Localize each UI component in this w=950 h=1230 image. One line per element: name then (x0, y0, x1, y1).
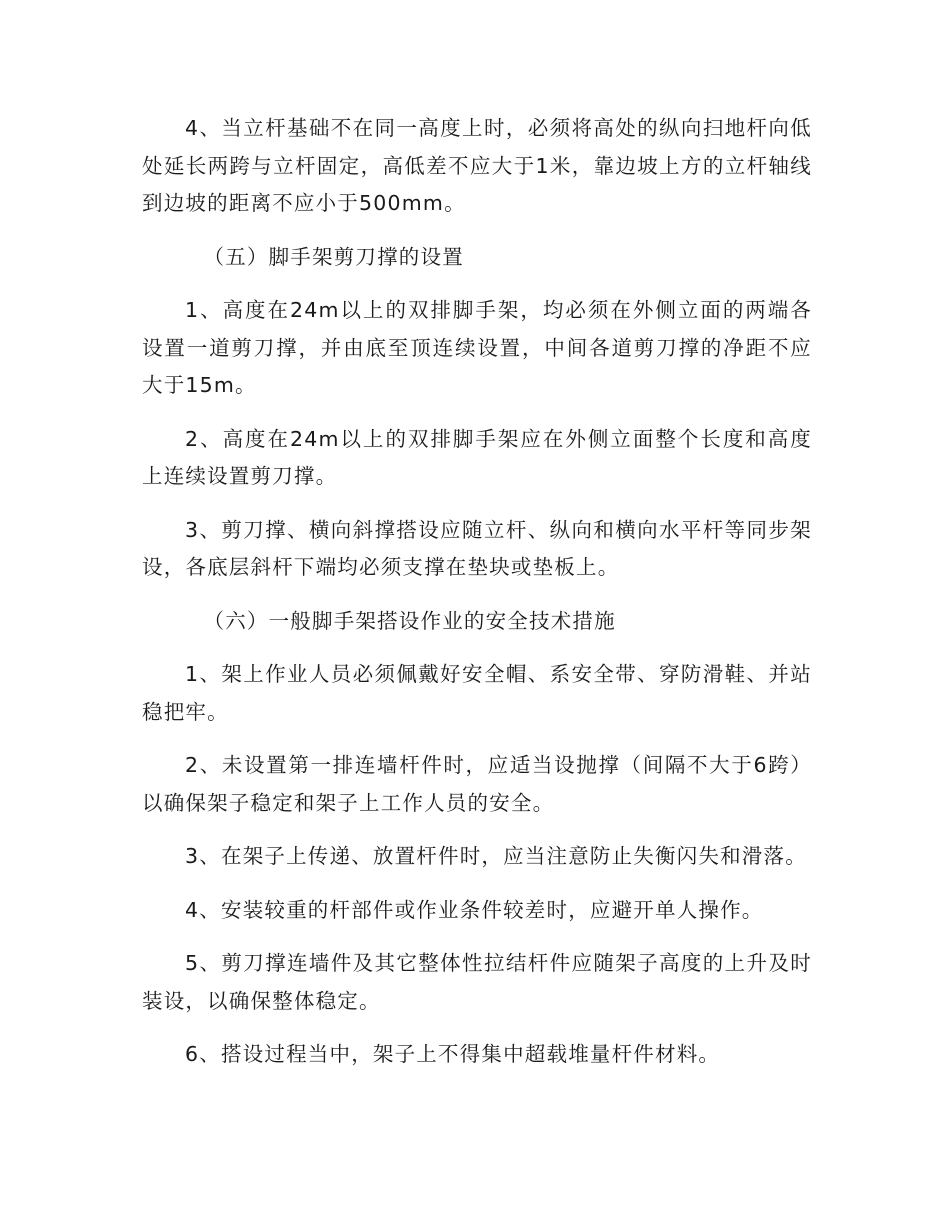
paragraph-item-6-safety: 6、搭设过程当中，架子上不得集中超载堆量杆件材料。 (185, 1042, 721, 1066)
paragraph-item-3-safety: 3、在架子上传递、放置杆件时，应当注意防止失衡闪失和滑落。 (185, 844, 807, 868)
paragraph-item-5-safety: 5、剪刀撑连墙件及其它整体性拉结杆件应随架子高度的上升及时装设，以确保整体稳定。 (142, 951, 812, 1013)
paragraph-item-2-scissor: 2、高度在24m以上的双排脚手架应在外侧立面整个长度和高度上连续设置剪刀撑。 (142, 426, 812, 488)
paragraph-item-1-safety: 1、架上作业人员必须佩戴好安全帽、系安全带、穿防滑鞋、并站稳把牢。 (142, 662, 812, 724)
section-heading-6: （六）一般脚手架搭设作业的安全技术措施 (203, 608, 616, 633)
paragraph-item-3-scissor: 3、剪刀撑、横向斜撑搭设应随立杆、纵向和横向水平杆等同步架设，各底层斜杆下端均必须支撑在垫块或垫板上。 (142, 517, 812, 579)
paragraph-item-1-scissor: 1、高度在24m以上的双排脚手架，均必须在外侧立面的两端各设置一道剪刀撑，并由底至顶连续设置，中间各道剪刀撑的净距不应大于15m。 (142, 298, 812, 397)
paragraph-item-4-safety: 4、安装较重的杆部件或作业条件较差时，应避开单人操作。 (185, 897, 764, 922)
paragraph-item-2-safety: 2、未设置第一排连墙杆件时，应适当设抛撑（间隔不大于6跨）以确保架子稳定和架子上工作人员的安全。 (142, 753, 812, 815)
section-heading-5: （五）脚手架剪刀撑的设置 (203, 244, 464, 269)
paragraph-item-4-foundation: 4、当立杆基础不在同一高度上时，必须将高处的纵向扫地杆向低处延长两跨与立杆固定，高低差不应大于1米，靠边坡上方的立杆轴线到边坡的距离不应小于500mm。 (142, 116, 812, 215)
document-body (142, 110, 812, 1090)
